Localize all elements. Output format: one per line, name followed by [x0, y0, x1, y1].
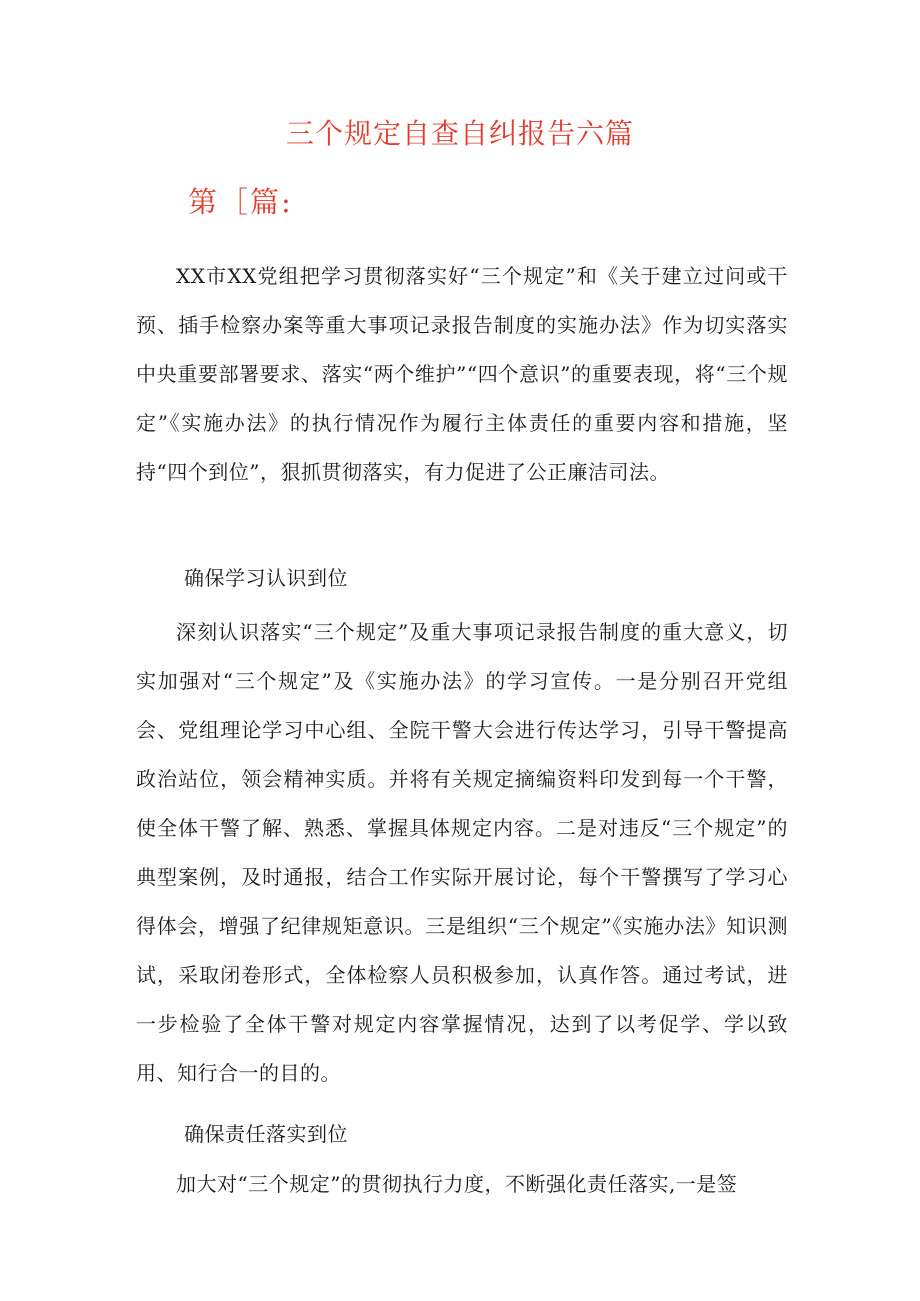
- subheading-study: 确保学习认识到位: [184, 566, 348, 590]
- paragraph-study: 深刻认识落实“三个规定”及重大事项记录报告制度的重大意义，切实加强对“三个规定”及《实施办法》的学习宣传。一是分别召开党组会、党组理论学习中心组、全院干警大会进行传达学习，引导干警提高政治站位，领会精神实质。并将有关规定摘编资料印发到每一个干警，使全体干警了解、熟悉、掌握具体规定内容。二是对违反“三个规定”的典型案例，及时通报，结合工作实际开展讨论，每个干警撰写了学习心得体会，增强了纪律规矩意识。三是组织“三个规定”《实施办法》知识测试，采取闭卷形式，全体检察人员积极参加，认真作答。通过考试，进一步检验了全体干警对规定内容掌握情况，达到了以考促学、学以致用、知行合一的目的。: [136, 620, 788, 1085]
- paragraph-responsibility: 加大对“三个规定”的贯彻执行力度，不断强化责任落实,一是签: [176, 1172, 738, 1196]
- section-heading: 第［篇:: [188, 185, 293, 219]
- subheading-responsibility: 确保责任落实到位: [184, 1122, 348, 1146]
- document-title: 三个规定自查自纠报告六篇: [285, 117, 634, 150]
- paragraph-intro: XX市XX党组把学习贯彻落实好“三个规定”和《关于建立过问或干预、插手检察办案等重大事项记录报告制度的实施办法》作为切实落实中央重要部署要求、落实“两个维护”“四个意识”的重要表现，将“三个规定”《实施办法》的执行情况作为履行主体责任的重要内容和措施，坚持“四个到位”，狠抓贯彻落实，有力促进了公正廉洁司法。: [136, 264, 788, 484]
